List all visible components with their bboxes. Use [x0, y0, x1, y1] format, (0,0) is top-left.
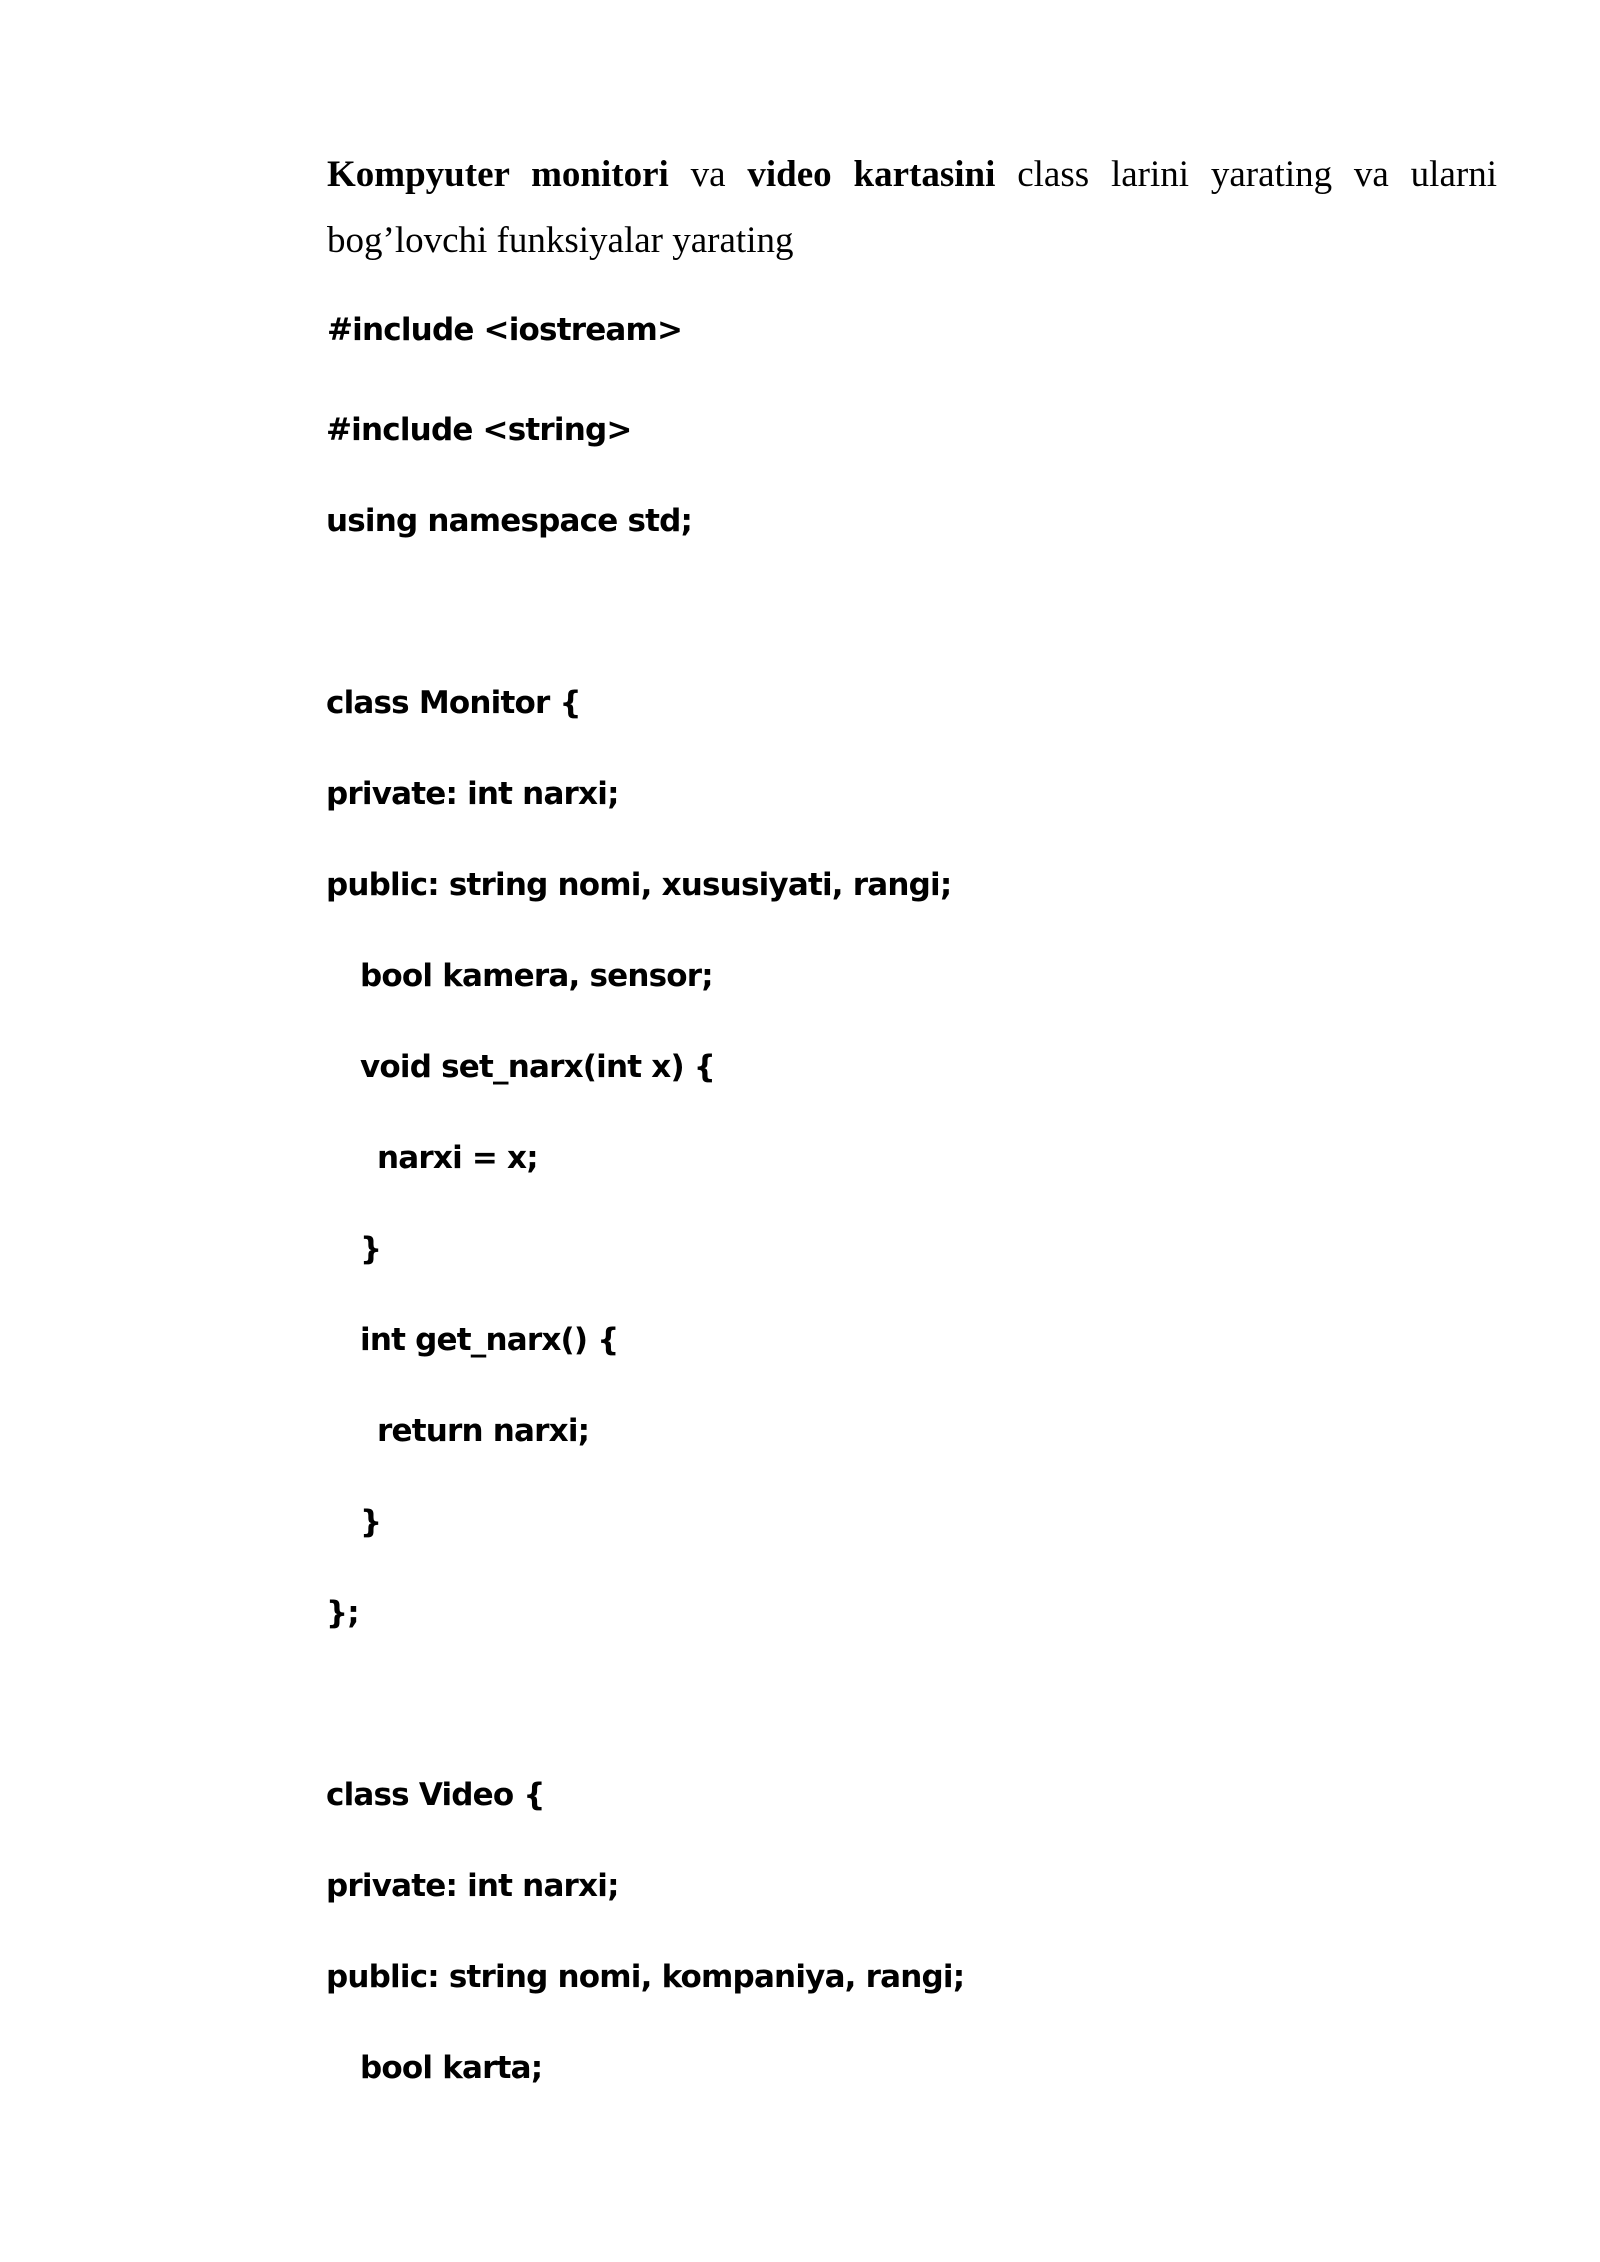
code-line: } [360, 1504, 382, 1540]
task-bold-term-video: video kartasini [747, 154, 996, 195]
task-statement [327, 142, 1497, 274]
code-line: narxi = x; [377, 1140, 538, 1176]
code-line: return narxi; [377, 1413, 590, 1449]
code-line: int get_narx() { [360, 1322, 619, 1358]
code-line: } [360, 1231, 382, 1267]
code-line: class Monitor { [326, 685, 581, 721]
code-line: #include <iostream> [327, 312, 683, 348]
code-line: }; [326, 1595, 359, 1631]
task-text-connector: va [668, 154, 748, 195]
code-line: class Video { [326, 1777, 545, 1813]
code-line: public: string nomi, kompaniya, rangi; [326, 1959, 965, 1995]
code-line: #include <string> [326, 412, 632, 448]
task-bold-term-monitor: Kompyuter monitori [327, 154, 669, 195]
code-line: private: int narxi; [326, 776, 619, 812]
code-line: bool karta; [360, 2050, 543, 2086]
code-line: bool kamera, sensor; [360, 958, 713, 994]
task-text-rest: class larini yarating va ularni bog’lovchi funksiyalar yarating [327, 154, 1497, 261]
code-line: private: int narxi; [326, 1868, 619, 1904]
code-line: public: string nomi, xususiyati, rangi; [326, 867, 952, 903]
code-line: void set_narx(int x) { [360, 1049, 716, 1085]
code-line: using namespace std; [326, 503, 693, 539]
